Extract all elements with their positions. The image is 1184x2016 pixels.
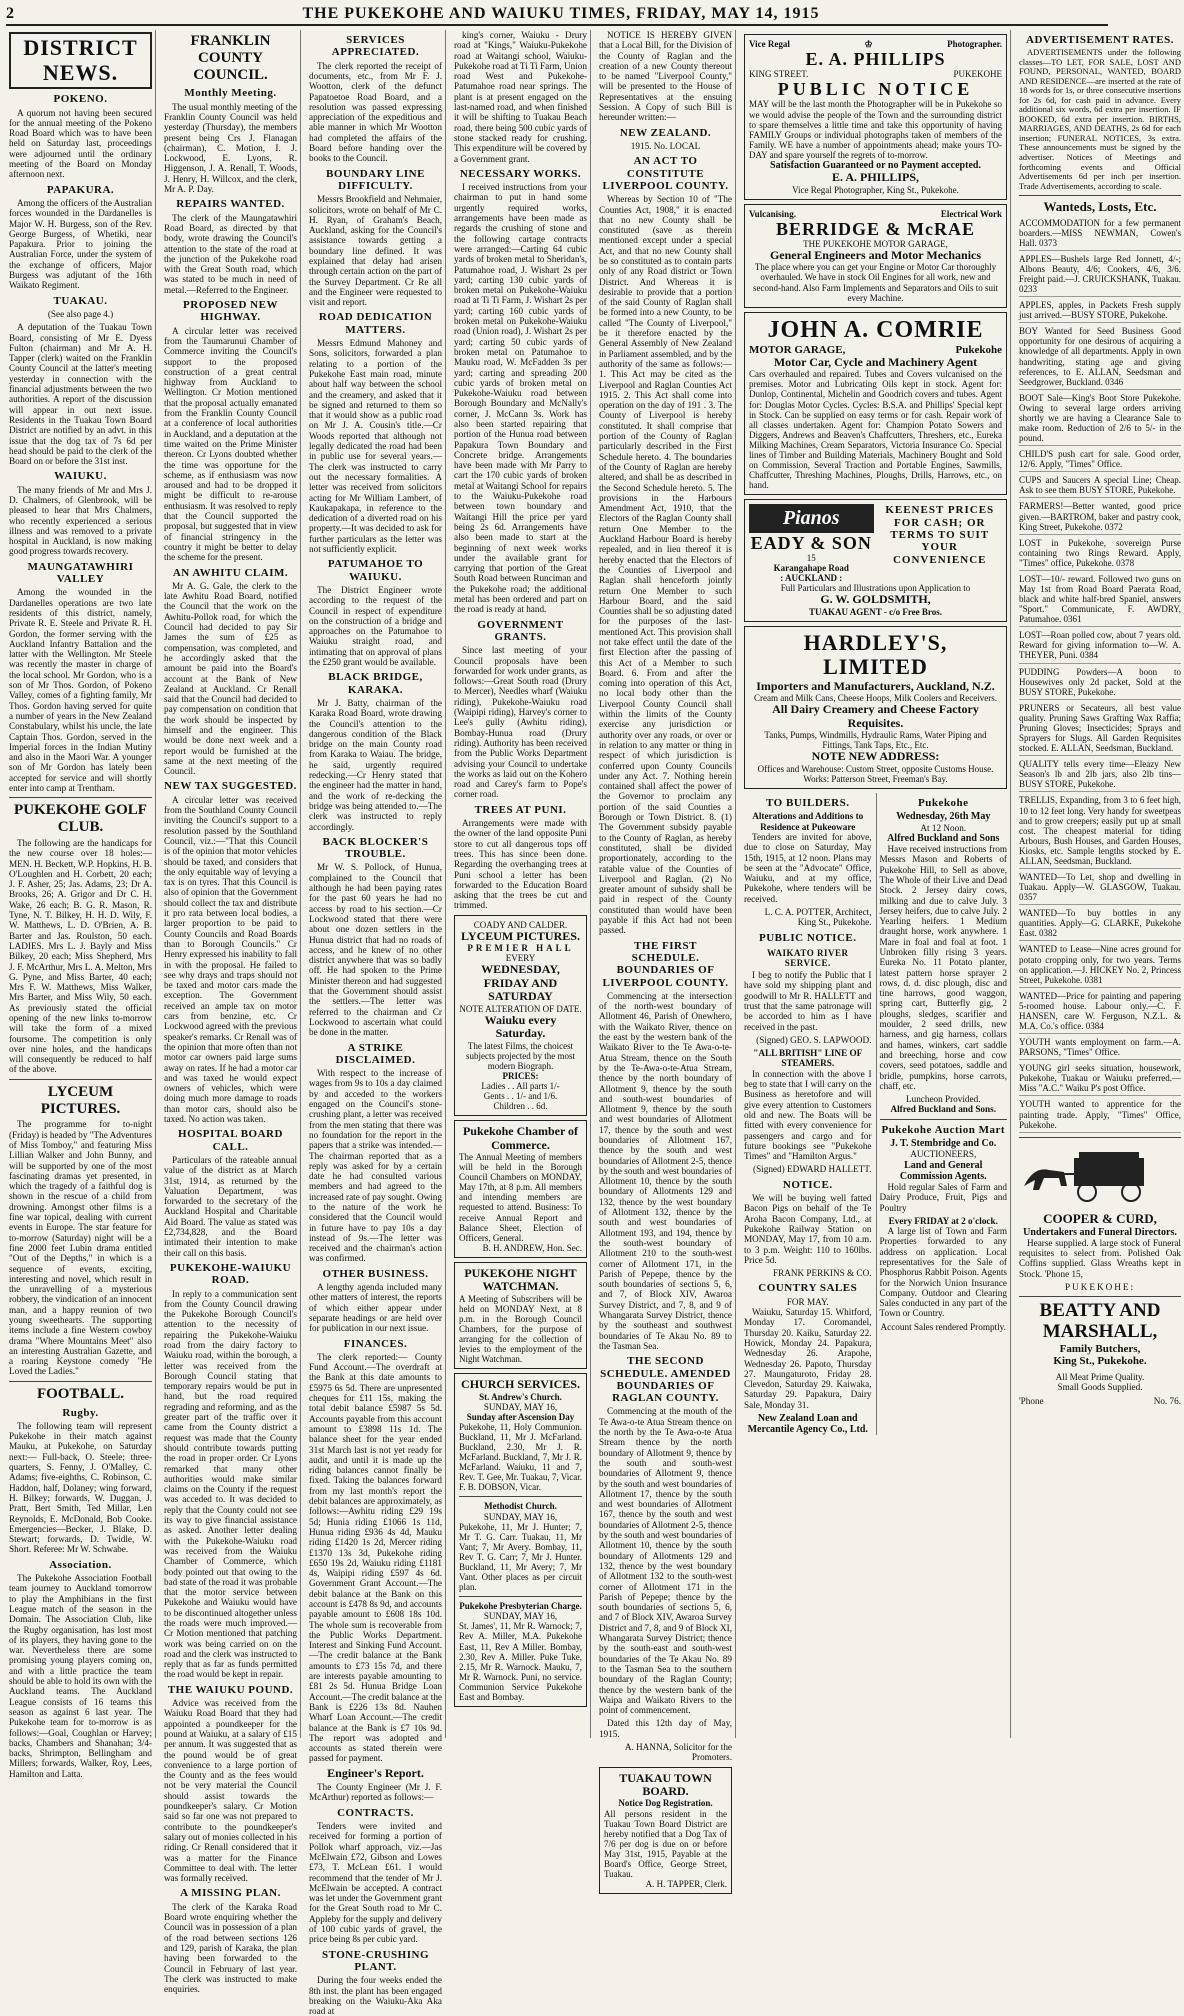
ad-line: All Meat Prime Quality. [1055,1371,1145,1382]
subheading: BACK BLOCKER'S TROUBLE. [322,835,429,861]
subheading: MAUNGATAWHIRI VALLEY [27,560,134,586]
subheading: REPAIRS WANTED. [176,198,285,211]
subheading: THE SECOND SCHEDULE. AMENDED BOUNDARIES OF RAGLAN COUNTY. [600,1355,731,1405]
subheading: POKENO. [53,93,108,106]
ad-line: Ladies . . All parts 1/- [481,1080,560,1091]
ad-line: G. W. GOLDSMITH, [820,592,931,607]
ad-line: King St., Pukekohe. [1053,1355,1147,1368]
article-text: Commencing at the intersection of the north-west boundary of Allotment 46, Parish of Onewhero, with the Waikato River, thence on the east by the western bank of the Waikato River to the Te Awa-o-te-Atua Stream, thence on the South by the Te-Awa-o-te-Atua Stream, thence by the north boundary of Allotment 9, thence by the south and south-west boundaries of Allotment 9, thence by the south and west boundaries of Allotment 17, thence by the south and west boundaries of Allotment 167, thence by the south and west boundaries of Allotment 2-5, thence by the south and west boundaries of Allotment 10, thence by the south boundary of Allotments 129 and 132, thence by the west boundary of Allotment 132, thence by the south and west boundaries of Allotment 193, and 194, thence by the south-west boundary of Allotment 210 to the south-west corner of Allotment 171, in the Parish of Pepepe, thence by the south boundaries of sections 5, 6, and 7, of Block XIV, Awaroa Survey District, and 7, 8, and 9 of Whangarata Survey District, thence by the southeast and southwest boundaries of Te Akau No. 89 to the Tasman Sea. [599,990,732,1351]
ad-title: BEATTY AND MARSHALL, [1039,1300,1161,1343]
subheading: NEW ZEALAND. [619,126,712,139]
classified-ad: WANTED to Lease—Nine acres ground for potato cropping only, for two years. Terms on application.—J. HICKEY No. 2, Princess Street, Pukekohe. 0381 [1019,944,1181,987]
ad-line: St. Andrew's Church. [479,1391,562,1402]
ad-line: THE PUKEKOHE MOTOR GARAGE, [803,238,948,249]
article-text: Waiuku, Saturday 15. Whitford, Monday 17. Coromandel, Thursday 20. Kaiku, Saturday 22. Howick, Monday 24. Papakura, Wednesday 26. Arapohe, Wednesday 26. Papoto, Thursday 27. Maungaturoto, Friday 28. Clevedon, Saturday 29. Kaiwaka, Saturday 29. Papakura, Dairy Sale, Monday 31. [744,1307,872,1410]
subheading: GOVERNMENT GRANTS. [477,618,564,643]
classified-ad: APPLES, apples, in Packets Fresh supply just arrived.—BUSY STORE, Pukekohe. [1019,300,1181,323]
article-text: The clerk reported the receipt of documents, etc., from Mr F. J. Wootton, clerk of the defunct Papatoetoe Road Board, and a resolution was passed expressing appreciation of the expeditious and able manner in which Mr Wootton had completed the affairs of the Board before handing over the books to the Council. [309,60,442,164]
divider [9,1381,152,1382]
ad-line: NOTE ALTERATION OF DATE. [459,1003,582,1014]
ad-line: New Zealand Loan and Mercantile Agency Co., Ltd. [747,1412,868,1436]
chamber-advert [454,1120,587,1258]
masthead [6,4,1108,26]
column-3 [306,30,446,2016]
article-text: We will be buying well fatted Bacon Pigs on behalf of the Te Aroha Bacon Company, Ltd., at Pukekohe Railway Station on MONDAY, May 17, from 10 a.m. to 3 p.m. Weight: 110 to 160lbs. Price 5d. [744,1193,872,1265]
article-text: Mr A. G. Gale, the clerk to the late Awhitu Road Board, notified the Council that the work on the Awhitu-Pollok road, for which the Council had decided to pay Sir James the sum of £25 as compensation, was completed, and he accordingly asked that the amount be paid into the Board's account at the Bank of New Zealand at Auckland. Cr Renall said that the Council had decided to pay compensation on condition that the work should be inspected by himself and the engineer. This would be done next week and a report would be furnished at the same at the next meeting of the Council. [164,580,297,777]
ad-line: Account Sales rendered Promptly. [880,1321,1006,1332]
ad-line: B. H. ANDREW, Hon. Sec. [482,1242,582,1253]
ad-line: KING STREET. [749,69,809,80]
article-text: Tenders are invited for above, due to close on Saturday, May 15th, 1915, at 12 noon. Plans may be seen at the "Advocate" Office, Waiuku, and at my office, Pukekohe, where tenders will be received. [744,831,872,904]
article-text: NOTICE IS HEREBY GIVEN that a Local Bill, for the Division of the County of Raglan and the creation of a new County thereout to be named "Liverpool County," will be presented to the House of Representatives at the ensuing Session. A Copy of such Bill is hereunder written:— [599,30,732,123]
article-text: ADVERTISEMENTS under the following classes—TO LET, FOR SALE, LOST AND FOUND, PERSONAL, WANTED, BOARD AND RESIDENCE—are inserted at the rate of 18 words for 1s, or three consecutive insertions for 2s 6d, for cash paid in advance. Every additional six words, 6d extra per insertion. IF BOOKED, 6d extra per insertion. BIRTHS, MARRIAGES, AND DEATHS, 2s 6d for each insertion; FUNERAL NOTICES, 3s extra. These announcements must be signed by the advertiser. Notices of Meetings and forthcoming events and Official Advertisements 6d per inch per insertion. Trade Advertisements, according to scale. [1019,47,1181,191]
article-text: Commencing at the mouth of the Te Awa-o-te Atua Stream thence on the north by the Te Awa-o-te Atua Stream thence by the north boundary of Allotment 9, thence by the south and south-west boundaries of Allotment 9, thence by the south and west boundaries of Allotment 17, thence by the south and west boundaries of Allotment 167, thence by the south and west boundaries of Allotment 2-5, thence by the south and west boundaries of Allotment 10, thence by the south boundary of Allotments 129 and 132, thence by the west boundary of Allotment 132 to the south-west corner of Allotment 171 in the Parish of Pepepe; thence by the south boundaries of sections 5, 6, and 7 of Block XIV, Awaroa Survey District and 7, 8, and 9 of Block XI, Whangarata Survey District; thence by the south-east and south-west boundaries of the Te Akau No. 89 to the Tasman Sea to the southern boundary of the Raglan County; thence by the western bank of the Waipa and Waikato Rivers to the point of commencement. [599,1406,732,1716]
subheading: FINANCES. [343,1337,408,1350]
classified-ad: WANTED—To buy bottles in any quantities. Apply—G. CLARKE, Pukekohe East. 0382 [1019,908,1181,941]
ad-line: St. James', 11, Mr R. Warnock; 7, Rev A. Miller, M.A. Pukekohe East, 11, Rev A Miller. Bombay, 2.30, Rev A. Miller. Puke Tuke, 2.15, Mr R. Warnock. Mauku, 7, Mr R. Warnock. Puni, no service. Communion Service Pukekohe East and Bombay. [459,1621,582,1702]
classified-ad: TRELLIS, Expanding, from 3 to 6 feet high, 10 to 12 feet long. Very handy for sweetpeas and to grow creepers; easily put up at small cost. The cheapest material for tiding Arbours, Bush Houses, and Garden Houses, Kiosks, etc. Sample lengths stocked by E. ALLAN, Seedsman, Buckland. [1019,795,1181,869]
article-text: The clerk reported:— County Fund Account.—The overdraft at the Bank at this date amounts to £5975 6s 5d. There are unpresented cheques for £11 15s, making the total debit balance £5987 5s 5d. Accounts payable from this account amount to £3898 11s 1d. The balance sheet for the year ended 31st March last is not yet ready for audit, and until it is made up the riding balances cannot finally be fixed. Taking the balances forward from my last month's report the debit balances are approximately, as follows:—Awhitu riding £29 19s 5d; Hunia riding £1066 1s 11d, Hunua riding £936 4s 4d, Mauku riding £1420 1s 2d, Mercer riding £1370 13s 3d, Pukekohe riding £650 19s 2d, Waiuku riding £1181 4s, Waipipi riding £597 4s 6d. Government Grant Account.—The debit balance at the Bank on this account is £478 8s 9d, and accounts payable amount to £608 18s 10d. The whole sum is recoverable from the Public Works Department. Interest and Sinking Fund Account.—The credit balance at the Bank amounts to £73 15s 7d, and there are interests payable amounting to £81 2s 5d. Hunua Bridge Loan Account.—The credit balance at the Bank is £226 13s 8d. Nauhen Wharf Loan Account.—The credit balance at the Bank is £7 10s 9d. The report was adopted and accounts as stated therein were passed for payment. [309,1351,442,1764]
article-text: In reply to a communication sent from the County Council drawing the Pukekohe Borough Council's attention to the necessity of repairing the Pukekohe-Waiuku road from the dairy factory to Waiuku road, within the borough, a letter was received from the Borough Council stating that temporary repairs would be put in hand, but the road required regrading and reforming, and as the greater part of the traffic over it came from the County district a request was made that the County should contribute towards putting the road in proper order. Cr Lyons remarked that many other authorities would make similar claims on the County if the request was acceded to. It was decided to reply that the County could not see its way to give financial assistance as asked. Another letter dealing with the Pukekohe-Waiuku road was received from the Waiuku Chamber of Commerce, which body pointed out that owing to the bad state of the road it was probable that the motor service between Pukekohe and Waiuku would have to be discontinued altogether unless the roads were much improved.—Cr Motion mentioned that patching work was being carried on on the road and the clerk was instructed to reply that as far as funds permitted the road would be kept in repair. [164,1288,297,1680]
article-text: A lengthy agenda included many other matters of interest, the reports of which either appear under separate headings or are held over for publication in our next issue. [309,1282,442,1334]
article-text: The many friends of Mr and Mrs J. D. Chalmers, of Glenbrook, will be pleased to hear that Mrs Chalmers, who recently experienced a serious illness and was removed to a private hospital in Auckland, is now making good progress towards recovery. [9,484,152,557]
ad-line: Pukekohe, 11, Mr J. Hunter; 7, Mr T. G. Carr. Tuakau, 11, Mr Vant; 7, Mr Avery. Bombay, 11, Rev T. G. Carr; 7, Mr J. Hunter. Buckland, 11, Mr Avery; 7, Mr Vant. Other places as per circuit plan. [459,1521,582,1593]
ad-line: : AUCKLAND : [780,572,843,583]
ad-line: SUNDAY, MAY 16, [483,1401,558,1412]
ad-line: "ALL BRITISH" LINE OF STEAMERS. [753,1048,863,1069]
column-1 [6,30,156,1779]
ad-line: Offices and Warehouse: Custom Street, opposite Customs House. Works: Patterson Street, Freeman's Bay. [757,763,994,784]
classified-ad: BOY Wanted for Seed Business Good opportunity for one desirous of acquiring a knowledge of all departments. Apply in own handwriting, stating age and giving references, to E. ALLAN, Seedsman and Seedgrower, Buckland. 0346 [1019,326,1181,389]
article-text: Whereas by Section 10 of "The Counties Act, 1908," it is enacted that no new County shall be constituted (save as therein mentioned except under a special Act, and that no new County shall be so constituted as to contain parts only of any Road district or Town District. And Whereas it is desirable to provide that a portion of the said County of Raglan shall be formed into a new County, to be called "The County of Liverpool," be it therefore enacted by the General Assembly of New Zealand in Parliament assembled, and by the authority of the same as follows:— 1. This Act may be cited as the Liverpool and Raglan Counties Act 1915. 2. This Act shall come into operation on the day of 191 . 3. The County of Liverpool is hereby constituted. It shall comprise that portion of the County of Raglan particularly described in the First Schedule hereto. 4. The boundaries of the County of Raglan are hereby altered, and shall be as described in the Second Schedule hereto. 5. The provisions in the Harbours Amendment Act, 1910, that the Electors of the Raglan County shall return One Member to the Auckland Harbour Board is hereby repealed, and in lieu thereof it is hereby enacted that the Electors of the Counties of Liverpool and Raglan shall henceforth jointly return One Member to such Harbour Board, and the said Counties shall be so adjusting dated for the purposes of the last-mentioned Act. This provision shall not take effect until the date of the first Election after the passing of this Act of a Member to such Board. 6. From and after the coming into operation of this Act, no local body other than the Liverpool County Council shall within the limits of the County exercise any jurisdiction or authority over any roads, or over or in relation to any matter or thing in respect of which jurisdiction is conferred upon County Councils under any Act. 7. Nothing herein contained shall affect the power of the Governor to proclaim any portion of the said Counties a Borough or Town District. 8. (1) The Government subsidy payable to the County of Raglan, as hereby constituted, shall be divided proportionately, according to the ratable value of the Counties of Liverpool and Raglan. (2) No greater amount of subsidy shall be paid in respect of the County constituted than would have been payable if this Act had not been passed. [599,194,732,936]
ad-line: Wednesday, 26th May [896,811,991,823]
divider [1019,1137,1181,1138]
ad-line: 'Phone [1019,1396,1044,1407]
article-text: The Pukekohe Association Football team journey to Auckland tomorrow to play the Amphibians in the first League match of the season in the Domain. The Association Club, like the Rugby organisation, has lost most of its players, they having gone to the war. Nevertheless there are some promising young players coming on, and with a little practice the team should be able to hold its own with the Auckland teams. The Auckland League consists of 16 teams this season as against 6 last year. The Pukekohe team for to-morrow is as follows:—Goal, Coughlan or Harvey; backs, Chambers and Shanahan; 3/4-backs, Shrimpton, Bellingham and Millers; forwards, Walker, Roy, Lees, Hamilton and Latta. [9,1573,152,1779]
article-text: Arrangements were made with the owner of the land opposite Puni store to cut all dangerous tops off trees. This has since been done. Regarding the overhanging trees at Puni school a letter has been forwarded to the Education Board asking that the trees be cut and trimmed. [454,818,587,911]
subheading: TUAKAU. [53,294,108,307]
classified-ad: YOUNG girl seeks situation, housework, Pukekohe, Tuakau or Waiuku preferred.—Miss "A.C." Waiku P's post Office. [1019,1063,1181,1096]
subheading: THE WAIUKU POUND. [167,1683,294,1696]
article-text: The District Engineer wrote according to the request of the Council in respect of expenditure on the construction of a bridge and approaches on the Patumahoe to Waiuku straight road, and intimating that on approval of plans the £250 grant would be available. [309,584,442,668]
classified-ad: PUDDING Powders—A boon to Housewives only 2d packet, Sold at the BUSY STORE, Pukekohe. [1019,667,1181,700]
watchman-advert [454,1262,587,1369]
ad-line: Cars overhauled and repaired. Tubes and Covers vulcanised on the premises. Motor and Lubricating Oils kept in stock. Agent for: Dunlop, Continental, Michelin and Goodrich covers and tubes. Agent for: Douglas Motor Cycles. Cycles: B.S.A. and Phillips' Special kept in Stock. Can be supplied on easy terms or for cash. Repair work of all classes undertaken. Agent for: Champion Potato Sowers and Diggers, Andrews and Beaven's Chaffcutters, Threshers, etc., Eureka Milking Machines, Cream Separators, Victoria Insurance Co. Special lines of Timber and Building Materials, Machinery Bought and Sold on Commission, Several Traction and Portable Engines, Sawmills, Chaffcutter, Threshing Machines, Ploughs, Drills, Harrows, etc., on hand. [749,369,1002,491]
classified-ad: FARMERS!—Better wanted, good price given.—BARTROM, baker and pastry cook, King Street, Pukekohe. 0372 [1019,501,1181,534]
article-text: The programme for to-night (Friday) is headed by "The Adventures of Miss Tomboy," and featuring Miss Lillian Walker and John Bunny, and will be supported by one of the most fascinating dramas yet presented, in which the tragedy of a faithful dog is shown in the rescue of a child from drowning. Amongst other films is a fine war topical, dealing with current events in Europe. The star feature for to-morrow (Saturday) night will be a fine 2000 feet Lubin drama entitled "Out of the Depths," in which is a sequence of events, exciting, interesting and novel, which result in the unravelling of a mysterious robbery, the vindication of an innocent man, and a happy reunion of two young sweethearts. The supporting items include a fine Western cowboy drama "Where Mountains Meet" also an interesting Australian Gazette, and a roaring Keystone comedy "He Loved the Ladies." [9,1119,152,1377]
ad-line: All persons resident in the Tuakau Town Board District are hereby notified that a Dog Tax of 7/6 per dog is due on or before May 31st, 1915, Payable at the Board's Office, George Street, Tuakau. [604,1808,727,1879]
subheading: HOSPITAL BOARD CALL. [178,1128,283,1153]
ad-line: A. H. TAPPER, Clerk. [645,1879,727,1890]
article-text: With respect to the increase of wages from 9s to 10s a day claimed by and acceded to the workers engaged on the Council's stone-crushing plant, a letter was received from the men stating that there was no foundation for the report in the papers that a strike was intended.—The chairman reported that as a reply was asked for by a certain date he had consulted various members and had agreed to the increased rate of pay sought. Owing to the nature of the work he considered that the Council would in future have to pay 10s a day instead of 9s.—The letter was received and the chairman's action was confirmed. [309,1068,442,1264]
divider [880,1119,1008,1120]
subheading: PROPOSED NEW HIGHWAY. [183,299,278,324]
ad-line: Notice Dog Registration. [618,1798,713,1809]
ad-line: Karangahape Road [773,562,849,573]
subheading: Rugby. [62,1406,99,1419]
ad-line: Alterations and Additions to Residence at Pukeoware [752,811,864,832]
article-text: Tenders were invited and received for forming a portion of Pollok wharf approach, viz.—Jas McElwain £72, Gibson and Lowes £73, T. McLean £61. I would recommend that the tender of Mr J. McElwain be accepted. A contract was let under the Government grant for the Great South road to Mr C. Appleby for the supply and delivery of 100 cubic yards of gravel, the price being 8s per cubic yard. [309,1821,442,1945]
ad-line: Undertakers and Funeral Directors. [1023,1226,1177,1238]
ad-line: Methodist Church. [484,1501,557,1512]
article-text: The following team will represent Pukekohe in their match against Mauku, at Pukekohe, on Saturday next:— Full-back, O. Steele; three-quarters, S. Fenny, J. O'Malley, C. Adams; five-eighths, C. Robinson, C. Haddon, half, Dolaney; wing forward, H. Bilkey; forwards, W. Duggan, J. Pratt, Bert Smith, Ted Millar, Len Reynolds, E. McDonald, Bob Cooke. Emergencies—Becker, J. Blake, D. Stewart; forwards, D. Twidle, W. Short. Referee: Mr W. Schwabe. [9,1420,152,1555]
classified-ad: QUALITY tells every time—Eleazy New Season's lb and 2lb jars, also 2lb tins—BUSY STORE, Pukekohe. [1019,759,1181,792]
classified-ad: LOST in Pukekohe, sovereign Purse containing two Rings Reward. Apply, "Times" office, Pukekohe. 0378 [1019,538,1181,571]
berridge-advert [744,204,1007,308]
phillips-advert [744,34,1007,200]
article-text: Among the officers of the Australian forces wounded in the Dardanelles is Major W. H. Burgess, son of the Rev. George Burgess, of Whetiki, near Papakura. Prior to joining the Australian Force, under the system of the exchange of officers, Major Burgess was adjutant of the 16th Waikato Regiment. [9,197,152,291]
ad-title: JOHN A. COMRIE [767,316,984,343]
article-text: Among the wounded in the Dardanelles operations are two late residents of this district, namely, Private R. E. Steele and Private R. H. Gordon, the former serving with the Auckland Infantry Battalion and the latter with the Wellington. Mr Steele was recently the master in charge of the local school. Mr Gordon, who is a son of Mr Thos. Gordon, of Pokeno Valley, comes of a fighting family, Mr Thos. Gordon having served for quite a number of years in the New Zealand Constabulary, whilst his uncle, the late Captain Thos. Gordon, served in the Imperial forces in the Indian Mutiny and also in the Maori War. A younger son of Mr Gordon has lately been accepted for service and will shortly enter into camp at Trentham. [9,587,152,794]
subheading: WAIUKU. [54,470,107,483]
hearse-illustration [1019,1146,1179,1206]
ad-line: Gents . . 1/- and 1/6. [483,1091,558,1102]
article-text: Have received instructions from Messrs Mason and Roberts of Pukekohe Hill, to Sell as above, The Whole of their Live and Dead Stock. 2 Jersey dairy cows, milking and due to calve July. 3 Jersey heifers, due to calve July. 2 Yearling heifers. 1 Medium draught horse, work anywhere. 1 Mare in foal and foal at foot. 1 Unbroken filly rising 3 years. Eureka No. 11 Potato planter, latest pattern horse sprayer 2 rows, d. d. disc plough, disc and tine harrows, good waggon, spring cart, Butterfly gig, 2 ploughs, sledges, scarifier and moulder, 2 seed drills, new harness, and gig harness, collars and hames, winkers, cart saddle and breeching, horse and cow covers, seed potatoes, saddle and bridle, pumpkins, horse carrots, chaff, etc. [879,844,1007,1091]
subheading: AN ACT TO CONSTITUTE LIVERPOOL COUNTY. [602,155,729,192]
note-text: (See also page 4.) [47,308,114,319]
tuakau-advert [599,1767,732,1895]
hardley-advert [744,626,1007,789]
ad-line: PREMIER HALL [467,943,574,954]
divider [9,797,152,798]
subheading: BOUNDARY LINE DIFFICULTY. [326,167,425,192]
subheading: PUBLIC NOTICE. [759,931,857,944]
subheading: TO BUILDERS. [766,797,850,810]
column-2 [161,30,301,1995]
ad-title: EADY & SON [750,532,872,553]
ad-line: Vice Regal Photographer, King St., Pukekohe. [792,184,959,195]
article-text: Since last meeting of your Council proposals have been forwarded for work under grants, as follows:—Great South road (Drury to Mercer), Needles wharf (Waiuku riding), Pukekohe-Waiuku road (Waipipi riding), Harvey's corner to Lee's gully (Awhitu riding), Bombay-Hunua road (Drury riding). Authority has been received from the Public Works Department advising your Council to undertake the works as laid out on the Kohero road and Carey's farm to Pope's corner road. [454,645,587,800]
subheading: STONE-CRUSHING PLANT. [321,1948,430,1973]
classified-ad: YOUTH wants employment on farm.—A. PARSONS, "Times" Office. [1019,1037,1181,1060]
ad-line: Family Butchers, [1059,1342,1141,1355]
column-7 [1016,30,1184,1738]
ad-title: HARDLEY'S, LIMITED [803,629,948,680]
subheading: AN AWHITU CLAIM. [172,566,289,579]
ad-line: Luncheon Provided. [905,1094,981,1105]
column-4 [451,30,591,1738]
comrie-advert [744,312,1007,496]
article-text: Messrs Brookfield and Nehmaier, solicitors, wrote on behalf of Mr C. H. Ryan, of Graham's Beach, Auckland, asking for the Council's assistance towards getting a boundary line defined. It was explained that delay had arisen through certain action on the part of the Survey Department. Cr Re all and the Engineer were requested to visit and report. [309,194,442,308]
article-text: The County Engineer (Mr J. F. McArthur) reported as follows:— [309,1782,442,1803]
subheading: NEW TAX SUGGESTED. [164,780,297,793]
ad-line: FOR MAY. [786,1296,829,1307]
ad-line: 15 [806,552,816,563]
ad-line: Sunday after Ascension Day [466,1411,575,1422]
subheading: CONTRACTS. [337,1806,414,1819]
article-text: Mr W. S. Pollock, of Hunua, complained to the Council that although he had been paying rates for the past 60 years he had no access by road to his section.—Cr Lockwood stated that there were about one dozen settlers in the Hunua district that had no roads of access, and he knew of no other district anywhere that was so badly off. He had spoken to the Prime Minister thereon and had suggested that the Government should assist the settlers.—The letter was referred to the chairman and Cr Lockwood to ascertain what could be done in the matter. [309,862,442,1038]
ad-line: Cream and Milk Cans, Cheese Hoops, Milk Coolers and Receivers. [754,693,997,704]
ad-line: J. T. Stembridge and Co. [890,1138,997,1150]
article-text: (Signed) EDWARD HALLETT. [753,1164,872,1175]
ad-line: Full Particulars and Illustrations upon Application to [780,583,971,594]
ad-line: Electrical Work [940,208,1002,219]
ad-line: AUCTIONEERS, [910,1149,977,1160]
ad-title: PUKEKOHE NIGHT WATCHMAN. [464,1265,577,1294]
page-number: 2 [6,5,14,22]
ad-line: E. A. PHILLIPS, [831,170,920,185]
article-heading: Wanteds, Losts, Etc. [1043,199,1157,215]
article-text: I received instructions from your chairman to put in hand some urgently required works, arrangements have been made as regards the crushing of stone and the following cartage contracts were arranged:—Carting 64 cubic yards of broken metal to Sheridan's, Patumahoe road, J. Wishart 2s per yard; carting 130 cubic yards of broken metal on Pukekohe-Waiuku road at Ti Ti Farm, J. Wishart 2s per yard; carting 160 cubic yards of broken metal on Pukekohe-Waiuku road (Union road), J. Wishart 2s per yard; carting 50 cubic yards of broken metal on Patumahoe to Mauku road, W. McFadden 3s per yard; carting and spreading 200 cubic yards of broken metal on Pukekohe-Waiuku road between Borough Boundary and McNally's corner, J. McCann 3s. Work has also been started repairing that portion of the Hunua road between Papakura Town Boundary and Concrete bridge. Arrangements have been made with Mr Parry to cart the 170 cubic yards of broken metal at Waitangi School for repairs to the Waiuku-Pukekohe road between town boundary and Waitangi Hill the price per yard being 2s 6d. Arrangements have also been made to start at the beginning of next week works under the available grant for carrying that portion of the Great South Road between Runciman and the Pukekohe road; the additional metal has been ordered and part on the road is ready at hand. [454,182,587,615]
ad-line: Small Goods Supplied. [1057,1381,1143,1392]
article-heading: PUKEKOHE GOLF CLUB. [14,802,147,836]
classified-ad: CUPS and Saucers A special Line; Cheap. Ask to see them BUSY STORE, Pukekohe. [1019,475,1181,498]
church-services [454,1373,587,1707]
article-text: A large list of Town and Farm Properties forwarded to any address on application. Local representatives for the Sale of Phosphorus Rabbit Poison. Agents for the Norwich Union Insurance Company. Outdoor and Clearing Sales conducted in any part of the Town or Country. [879,1226,1007,1319]
ad-line: TUAKAU AGENT - c/o Free Bros. [809,606,942,617]
ad-line: No. 76. [1153,1396,1181,1407]
ad-line: Vice Regal [749,39,790,49]
ad-title: CHURCH SERVICES. [461,1377,580,1392]
ad-line: Satisfaction Guaranteed or no Payment accepted. [770,159,981,171]
article-text: The following are the handicaps for the new course over 18 holes:— MEN. H. Beckett, W.P. Hopkins, H. B. O'Loughlen and H. Corbett, 20 each; J. F. Asher, 25; Jas. Adams, 23; Dr A. Brooks, 26; A. Grigor and Dr C. H. Wake, 26 each; B. G. R. Mason, R. Tyne, N. T. Bilkey, H. H. D. Wily, F. W. Matthews, L. D. O'Brien, A. B. Barter and Jas. Roulston, 50 each. LADIES. Mrs L. J. Bayly and Miss Bilkey, 20 each; Miss Shepherd, Mrs J. F. McArthur, Mrs L. A. Melton, Mrs G. Pyne, and Miss Barter, 40 each; Mrs F. W. Matthews, Miss Walker, Mrs Barter, and Miss Wily, 50 each. As previously stated the official opening of the new links to-morrow will take the form of a mixed foursome. The competition is only over nine holes, and the handicaps will consequently be reduced to half of the above. [9,837,152,1075]
article-text: Dated this 12th day of May, 1915. [599,1718,732,1739]
subheading: PUKEKOHE-WAIUKU ROAD. [169,1261,292,1287]
subheading: Association. [49,1558,112,1571]
article-text: Messrs Edmund Mahoney and Sons, solicitors, forwarded a plan relating to a portion of the Pukekohe East main road, minute about half way between the school and the creamery, and asked that it be signed and returned to them so that it would show as a public road on Mr J. A. Cousin's title.—Cr Woods reported that although not legally dedicated the road had been in public use for several years.—The clerk was instructed to carry out the necessary formalities. A letter was received from solicitors acting for Mr William Lambert, of Kaukapakapa, in reference to the dedication of a diverted road on his property.—It was decided to ask for further particulars as the letter was not sufficiently explicit. [309,338,442,555]
divider [459,1496,582,1497]
subheading: Pukekohe Auction Mart [881,1123,1006,1136]
subheading: THE FIRST SCHEDULE. BOUNDARIES OF LIVERPOOL COUNTY. [602,939,729,989]
ad-line: Children . . 6d. [493,1101,548,1112]
article-text: FRANK PERKINS & CO. [772,1268,872,1279]
ad-line: MAY will be the last month the Photographer will be in Pukekohe so we would advise the people of the Town and the surrounding district to spare themselves a little time and take this opportunity of having FAMILY Groups or individual photographs taken of members of the Family. WE have a number of appointments ahead; make yours TO-DAY and spare yourself the regrets of to-morrow. [749,99,1002,160]
ad-line: MOTOR GARAGE, [749,343,846,356]
article-text: A circular letter was received from the Taumarunui Chamber of Commerce inviting the Council's support to the proposed construction of a great central highway from Auckland to Wellington. Cr Motion mentioned that the proposal actually emanated from the Franklin County Council at a conference of local authorities in Auckland, and a deputation at the time waited on the Prime Minister thereon. Cr Lyons doubted whether the time was opportune for the scheme, as if enthusiasm was now aroused and had to be dropped it might be difficult to re-arouse enthusiasm. It was resolved to reply that the Council supported the proposal, but suggested that in view of financial stringency in the country it might be better to delay the scheme for the present. [164,325,297,563]
ad-line: NOTE NEW ADDRESS: [811,749,940,764]
ad-line: Photographer. [947,39,1002,49]
article-text: Hearse supplied. A large stock of Funeral requisites to select from. Polished Oak Coffins supplied. Glass Wreaths kept in Stock. 'Phone 15, [1019,1237,1181,1279]
subheading: PATUMAHOE TO WAIUKU. [327,558,424,583]
divider [459,1596,582,1597]
classified-ad: WANTED—Price for painting and papering 5-roomed house. Labour only.—C. F. HANSEN, care W. Ferguson, N.Z.L. & M.A. Co.'s office. 0384 [1019,991,1181,1034]
article-text: The usual monthly meeting of the Franklin County Council was held yesterday (Thursday), the members present being Crs J. Flanagan (chairman), C. Motion, I. J. Lockwood, E. Lyons, R. Higgenson, J. A. Renall, T. Woods, J. Henry, H. Willcox, and the clerk, Mr A. P. Day. [164,101,297,195]
article-heading: Engineer's Report. [327,1765,424,1780]
ad-line: KEENEST PRICES FOR CASH; OR TERMS TO SUIT YOUR CONVENIENCE [885,504,995,566]
subheading: SERVICES APPRECIATED. [331,34,420,59]
subheading: BLACK BRIDGE, KARAKA. [328,671,423,696]
article-text: Advice was received from the Waiuku Road Board that they had appointed a poundkeeper for the pound at Waiuku, at a salary of £15 per annum. It was suggested that as the pound would be of great convenience to a large portion of the County and as the fees would not be very material the Council should assist towards the poundkeeper's salary. Cr Motion said so far one was not prepared to contribute to the poundkeeper's salary out of monies collected in his riding. Cr Renall considered that it was a matter for the Finance Committee to deal with. The letter was formally received. [164,1698,297,1884]
ad-line: COADY AND CALDER. [473,919,568,930]
subheading: NECESSARY WORKS. [459,167,582,180]
ad-line: Tanks, Pumps, Windmills, Hydraulic Rams, Water Piping and Fittings, Tank Taps, Etc., Etc. [764,730,987,751]
classified-ad: BOOT Sale—King's Boot Store Pukekohe. Owing to several large orders arriving shortly we are having a Clearance Sale to make room. Reduction of 2/6 to 5/- in the pound. [1019,393,1181,446]
ad-line: General Engineers and Motor Mechanics [769,247,982,262]
ad-line: SUNDAY, MAY 16, [483,1511,558,1522]
ad-title: Pianos [749,504,874,532]
subheading: TREES AT PUNI. [474,803,567,816]
ad-line: All Dairy Creamery and Cheese Factory Requisites. [772,702,979,730]
ad-title: E. A. PHILLIPS [805,49,946,70]
article-text: (Signed) GEO. S. LAPWOOD. [756,1034,872,1045]
subheading: Monthly Meeting. [184,87,277,100]
classified-ad: LOST—Roan polled cow, about 7 years old. Reward for giving information to—W. A. THEYER, Puni. 0384 [1019,630,1181,663]
ad-title: TUAKAU TOWN BOARD. [619,1770,712,1799]
ad-line: Motor Car, Cycle and Machinery Agent [773,354,978,369]
ad-line: WEDNESDAY, FRIDAY AND SATURDAY [481,962,560,1004]
ad-title: LYCEUM PICTURES. [461,928,580,943]
ad-line: A Meeting of Subscribers will be held on MONDAY Next, at 8 p.m. in the Borough Council Chambers, for the purpose of arranging for the collection of levies to the employment of the Night Watchman. [459,1293,582,1365]
ad-line: EVERY [505,953,536,964]
classified-ad: YOUTH wanted to apprentice for the painting trade. Apply, "Times" Office, Pukekohe. [1019,1099,1181,1132]
ad-line: Importers and Manufacturers, Auckland, N.Z. [756,678,995,693]
classifieds-list [1019,218,1181,1133]
article-text: During the four weeks ended the 8th inst. the plant has been engaged breaking on the Waiuku-Aka Aka road at [309,1975,442,2016]
subheading: COUNTRY SALES [758,1282,858,1295]
column-6 [741,30,1011,1738]
ad-line: Pukekohe [955,343,1002,356]
article-text: Hold regular Sales of Farm and Dairy Produce, Fruit, Pigs and Poultry [879,1181,1007,1213]
subheading: OTHER BUSINESS. [322,1267,429,1280]
article-text: I beg to notify the Public that I have sold my shipping plant and goodwill to Mr R. HALLETT and trust that the same patronage will be accorded to him as I have received in the past. [744,970,872,1032]
subheading: A MISSING PLAN. [180,1887,281,1900]
article-text: 1915. No. LOCAL [630,140,701,151]
ad-line: PUKEKOHE [953,69,1002,80]
divider [1019,195,1181,196]
ad-line: The latest Films, the choicest subjects projected by the most modern Biograph. [466,1040,575,1071]
ad-line: At 12 Noon. [920,822,967,833]
ad-line: Alfred Buckland and Sons. [890,1104,997,1115]
classified-ad: LOST—10/- reward. Followed two guns on May 1st from Road Board Paerata Road, black and white half-bred Spaniel, answers "Sport." Communicate, F. AWDRY, Patumahoe. 0361 [1019,574,1181,627]
article-text: The clerk of the Maungatawhiri Road Board, as directed by that body, wrote drawing the Council's attention to the state of the road at the junction of the Pukekohe road with the Great South road, which was stated to be much in need of metal.—Referred to the Engineer. [164,212,297,295]
ad-line: Waiuku every Saturday. [484,1012,557,1041]
article-text: The clerk of the Karaka Road Board wrote enquiring whether the Council was in possession of a plan of the road between sections 126 and 129, parish of Karaka, the plan having been forwarded to the Council in February of last year. The clerk was instructed to make enquiries. [164,1901,297,1995]
article-text: A deputation of the Tuakau Town Board, consisting of Mr E. Dyess Fulton (chairman) and Mr A. H. Tapper (clerk) waited on the Franklin County Council at the latter's meeting yesterday in connection with the financial adjustments between the two authorities. A report of the discussion will appear in out next issue. Residents in the Tuakau Town Board District are notified by an advt. in this issue that the dog tax of 7s 6d per head should be paid to the clerk of the Board on or before the 31st inst. [9,322,152,467]
ad-title: COOPER & CURD, [1043,1210,1157,1226]
classified-ad: WANTED—To Let, shop and dwelling in Tuakau. Apply—W. GLASGOW, Tuakau. 0357 [1019,872,1181,905]
article-text: Mr J. Batty, chairman of the Karaka Road Board, wrote drawing the Council's attention to the dangerous condition of the Black bridge on the main County road from Karaka to Waiau. The bridge, he said, urgently required redecking.—Cr Henry stated that the engineer had the matter in hand, and the work of re-decking the bridge was being attended to.—The clerk was instructed to reply accordingly. [309,697,442,832]
subheading: ADVERTISEMENT RATES. [1026,34,1174,46]
subheading: NOTICE. [782,1178,833,1191]
section-heading: DISTRICT NEWS. [9,32,152,89]
masthead-title: THE PUKEKOHE AND WAIUKU TIMES, FRIDAY, MAY 14, 1915 [302,5,820,22]
ad-title: Pukekohe Chamber of Commerce. [462,1124,579,1152]
ad-line: The place where you can get your Engine or Motor Car thoroughly overhauled. We have in stock Oil Engines for all work, new and second-hand. Also Farm Implements and Separators and Oils to suit every Machine. [753,262,998,303]
subheading: WAIKATO RIVER SERVICE. [767,947,849,968]
crest-icon: ♔ [864,39,873,49]
article-text: A circular letter was received from the Southland County Council inviting the Council's support to a resolution passed by the Southland Council, viz.:—"That this Council is of the opinion that motor vehicles should be taxed, and considers that the only equitable way of levying a tax is on tyres. That this Council is also of opinion that the Government should collect the tax and distribute it pro rata between local bodies, a larger proportion to be paid to County Councils and Road Boards than to Borough Councils." Cr Henry expressed his inability to fall in with the proposal. He failed to see why drays and traps should not be taxed and motor cars made the exception. The Government received an ample tax on motor cars from benzine, etc. Cr Lockwood agreed with the previous speaker's remarks. Cr Renall was of the opinion that more often than not motor car owners paid large sums away on rates. If he had a motor car and was taxed he would expect owners of vehicles, which were doing much more damage to roads than motor cars, should also be taxed. No action was taken. [164,794,297,1124]
article-text: L. C. A. POTTER, Architect, King St., Pukekohe. [764,907,872,928]
classified-ad: ACCOMMODATION for a few permanent boarders.—MISS NEWMAN, Cowen's Hall. 0373 [1019,218,1181,251]
article-text: In connection with the above I beg to state that I will carry on the Business as heretofore and will give every attention to Customers old and new. The Boats will be fitted with every convenience for passengers and cargo and for future bookings see "Pukekohe Times" and "Hamilton Argus." [744,1068,872,1162]
column-5 [596,30,736,1890]
article-text: A quorum not having been secured for the annual meeting of the Pokeno Road Board which was to have been held on Saturday last, proceedings were adjourned until the ordinary meeting of the Board on Monday afternoon next. [9,107,152,180]
ad-line: PRICES: [502,1070,539,1081]
classified-ad: PRUNERS or Secateurs, all best value quality. Pruning Saws Grafting Wax Raffia; Pruning Gloves; Insecticides; Sprays and Sprayers for Slugs. All Garden Requisites stocked. E. ALLAN, Seedsman, Buckland. [1019,703,1181,756]
article-heading: LYCEUM PICTURES. [40,1083,121,1117]
ad-line: PUKEKOHE: [1064,1281,1136,1292]
ad-line: Every FRIDAY at 2 o'clock. [888,1215,998,1226]
ad-title: PUBLIC NOTICE [777,79,974,100]
pianos-advert [744,499,1007,621]
ad-line: Pukekohe, 11, Holy Communion. Buckland, 11, Mr J. McFarland. Buckland, 2.30, Mr J. R. McFarland. Buckland, 7, Mr J. R. McFarland. Waiuku, 11 and 7, Rev. T. Gee, Mr. Tuakau, 7, Vicar. F. B. DOBSON, Vicar. [459,1421,582,1493]
subheading: Pukekohe [918,797,969,810]
article-heading: FOOTBALL. [36,1385,125,1402]
ad-line: Land and General Commission Agents. [899,1159,987,1182]
article-heading: FRANKLIN COUNTY COUNCIL. [190,33,271,83]
article-text: king's corner, Waiuku - Drury road at "Kings," Waiuku-Pukekohe road at Waitangi school, Waiuku-Pukekohe road at Ti Ti Farm, Union road West and Pukekohe-Patumahoe road near springs. The plant is at present engaged on the last-named road, and when finished it will be shifting to Tuakau Beach road, there being 500 cubic yards of stone stacked ready for crushing. This expenditure will be covered by a Government grant. [454,30,587,164]
subheading: ROAD DEDICATION MATTERS. [318,311,433,336]
article-text: A. HANNA, Solicitor for the Promoters. [624,1741,732,1763]
divider [9,1079,152,1080]
ad-line: SUNDAY, MAY 16, [483,1611,558,1622]
ad-title: BERRIDGE & McRAE [776,218,975,239]
classified-ad: APPLES—Bushels large Red Jonnett, 4/-; Albons Beauty, 4/6; Cookers, 4/6, 3/6. Freight paid.—J. CRUICKSHANK, Tuakau. 0233 [1019,254,1181,297]
ad-line: Vulcanising. [749,208,796,219]
classified-ad: CHILD'S push cart for sale. Good order, 12/6. Apply, "Times" Office. [1019,449,1181,472]
ad-line: Pukekohe Presbyterian Charge. [459,1601,582,1612]
lyceum-advert [454,915,587,1116]
divider [1019,1296,1181,1297]
subheading: A STRIKE DISCLAIMED. [335,1041,416,1066]
ad-line: Alfred Buckland and Sons [887,832,1000,844]
subheading: PAPAKURA. [46,183,115,196]
article-text: Particulars of the rateable annual value of the district as at March 31st, 1914, as returned by the Valuation Department, was forwarded to the secretary of the Auckland Hospital and Charitable Aid Board. The value as stated was £2,734,828, and the Board intimated their intention to make their call on this basis. [164,1154,297,1258]
ad-line: The Annual Meeting of members will be held in the Borough Council Chambers on MONDAY, May 17th, at 8 p.m. All members and intending members are requested to attend. Business: To receive Annual Report and Balance Sheet, Election of Officers, General. [459,1152,582,1243]
